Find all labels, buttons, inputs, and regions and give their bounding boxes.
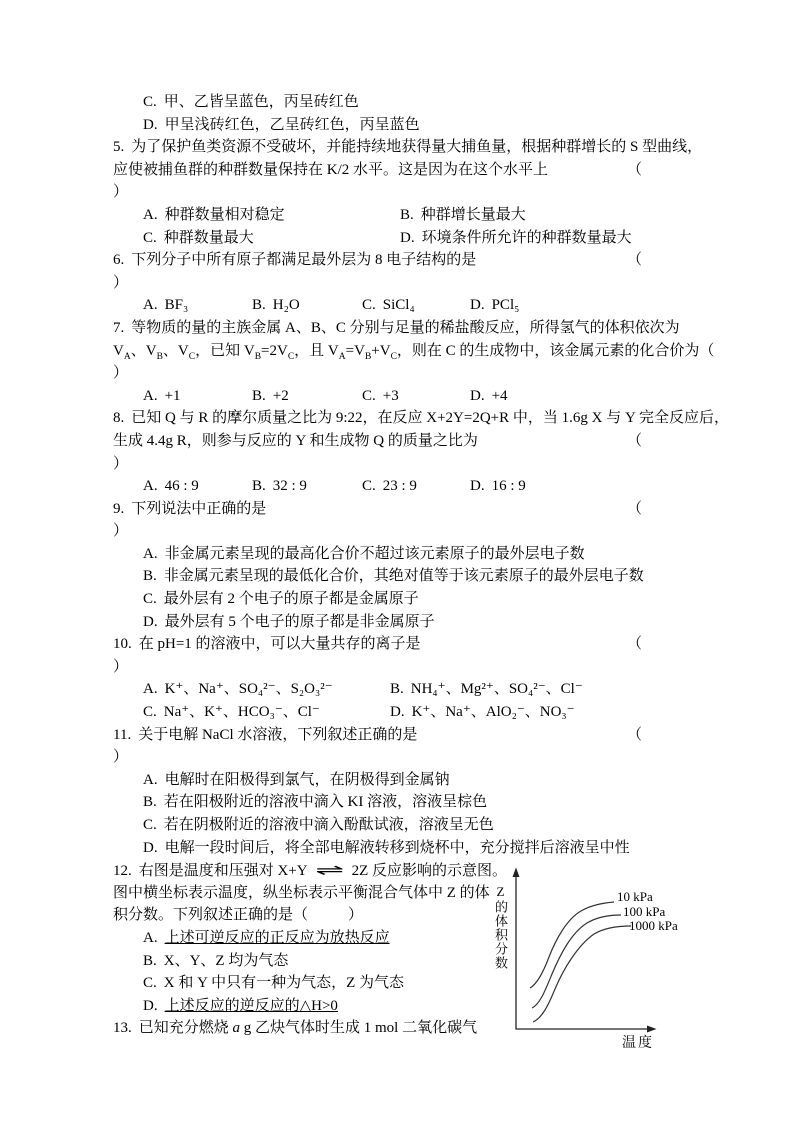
q6-stem: [113, 249, 681, 272]
option-label: C.: [362, 297, 376, 314]
q9-option-b: [113, 565, 681, 588]
q11-paren-close: [113, 746, 681, 769]
q12-option-c: C. X 和 Y 中只有一种为气态，Z 为气态: [143, 975, 405, 992]
option-label: D.: [143, 839, 158, 856]
option-label: D.: [143, 613, 158, 630]
option-label: C.: [362, 387, 376, 404]
q11-option-a: [113, 769, 681, 792]
answer-paren-close: ）: [113, 455, 129, 472]
option-label: B.: [400, 206, 414, 223]
option-d: [390, 701, 575, 724]
question-number: 9.: [113, 500, 125, 517]
option-text: 电解时在阳极得到氯气，在阴极得到金属钠: [164, 771, 450, 788]
option-a: [143, 204, 285, 227]
question-number: 11.: [113, 726, 132, 743]
stem-text: 已知充分燃烧 a g 乙炔气体时生成 1 mol 二氧化碳气: [138, 1020, 478, 1037]
option-a: [143, 294, 188, 317]
axes-and-curves: [490, 866, 720, 1066]
option-label: B.: [252, 387, 266, 404]
stem-text: 在 pH=1 的溶液中，可以大量共存的离子是: [138, 636, 421, 653]
option-text: 23 : 9: [382, 478, 417, 495]
q9-stem: [113, 498, 681, 521]
q5-options-row-2: [113, 227, 681, 250]
option-label: D.: [470, 478, 485, 495]
option-text: BF₃: [164, 297, 189, 314]
option-text: Na⁺、K⁺、HCO₃⁻、Cl⁻: [163, 704, 320, 721]
option-text: 最外层有 2 个电子的原子都是金属原子: [163, 591, 419, 608]
option-b: [252, 385, 289, 408]
q10-stem: [113, 633, 681, 656]
option-label: C.: [143, 94, 157, 110]
y-axis-label: Z的体积分数: [493, 884, 508, 970]
option-label: D.: [143, 116, 158, 133]
option-b: [400, 204, 526, 227]
option-text: 46 : 9: [164, 478, 199, 495]
option-b: [252, 475, 307, 498]
option-label: C.: [143, 229, 157, 246]
option-label: C.: [143, 591, 157, 608]
option-c: [143, 701, 320, 724]
option-label: D.: [470, 297, 485, 314]
stem-text: 下列分子中所有原子都满足最外层为 8 电子结构的是: [131, 252, 477, 269]
option-label: D.: [400, 229, 415, 246]
option-text: 16 : 9: [491, 478, 526, 495]
option-label: A.: [143, 771, 158, 788]
q7-options-row: [113, 385, 681, 408]
answer-paren-open: （: [627, 726, 643, 743]
option-label: B.: [252, 297, 266, 314]
q11-stem: [113, 724, 681, 747]
q4-option-d: [113, 114, 681, 137]
option-b: [390, 678, 583, 701]
q10-options-row-2: [113, 701, 681, 724]
q6-paren-close: [113, 272, 681, 295]
option-text: 甲、乙皆呈蓝色，丙呈砖红色: [163, 94, 359, 110]
stem-text: 图中横坐标表示温度，纵坐标表示平衡混合气体中 Z 的体: [113, 884, 490, 901]
option-label: D.: [390, 704, 405, 721]
q7-stem-2: [113, 340, 715, 363]
q12-option-a: A. 上述可逆反应的正反应为放热反应: [143, 929, 390, 946]
option-label: C.: [143, 817, 157, 833]
q10-options-row-1: [113, 678, 681, 701]
option-text: 种群数量最大: [163, 229, 254, 246]
q9-option-d: [113, 611, 681, 634]
q9-option-a: [113, 543, 681, 566]
q9-option-c: [113, 588, 681, 611]
q8-paren-close: [113, 453, 681, 476]
option-label: A.: [143, 297, 158, 314]
option-text: 非金属元素呈现的最高化合价不超过该元素原子的最外层电子数: [164, 545, 585, 562]
option-text: +2: [272, 387, 289, 404]
option-label: A.: [143, 387, 158, 404]
question-number: 5.: [113, 139, 125, 156]
answer-paren-open: （: [627, 252, 643, 269]
q8-stem-2: [113, 430, 681, 453]
option-text: H₂O: [272, 297, 300, 314]
question-number: 8.: [113, 410, 125, 427]
option-text: SiCl₄: [382, 297, 415, 314]
option-a: [143, 678, 333, 701]
option-text: +1: [164, 387, 181, 404]
curve-label-100kpa: 100 kPa: [623, 904, 666, 919]
option-text: +4: [491, 387, 508, 404]
q11-option-b: [113, 791, 681, 814]
equilibrium-diagram: [490, 866, 720, 1066]
option-c: [143, 227, 254, 250]
option-text: 非金属元素呈现的最低化合价，其绝对值等于该元素原子的最外层电子数: [163, 568, 644, 585]
option-text: 若在阴极附近的溶液中滴入酚酞试液，溶液呈无色: [163, 817, 494, 833]
question-number: 10.: [113, 636, 132, 653]
option-text: +3: [382, 387, 399, 404]
option-text: 种群增长量最大: [420, 206, 526, 223]
option-c: [362, 294, 415, 317]
q5-stem-2: [113, 159, 681, 182]
q7-stem-1: [113, 317, 681, 340]
option-c: [362, 385, 399, 408]
option-a: [143, 385, 181, 408]
curve-label-1000kpa: 1000 kPa: [629, 918, 678, 933]
option-text: NH₄⁺、Mg²⁺、SO₄²⁻、Cl⁻: [410, 681, 583, 698]
stem-text: 已知 Q 与 R 的摩尔质量之比为 9:22，在反应 X+2Y=2Q+R 中，当 1.6g X 与 Y 完全反应后，: [131, 410, 729, 427]
option-label: A.: [143, 681, 158, 698]
q5-stem-1: [113, 136, 703, 159]
q7-paren-close: [113, 362, 681, 385]
option-label: A.: [143, 478, 158, 495]
q11-option-c: [113, 814, 681, 837]
option-a: [143, 475, 199, 498]
q8-stem-1: [113, 407, 729, 430]
stem-text: 积分数。下列叙述正确的是（ ）: [113, 907, 364, 924]
curve-label-10kpa: 10 kPa: [617, 889, 653, 904]
option-b: [252, 294, 300, 317]
option-text: 种群数量相对稳定: [164, 206, 285, 223]
option-text: 甲呈浅砖红色，乙呈砖红色，丙呈蓝色: [164, 116, 420, 133]
answer-paren-close: ）: [113, 184, 129, 201]
stem-text: 应使被捕鱼群的种群数量保持在 K/2 水平。这是因为在这个水平上: [113, 161, 549, 178]
option-label: A.: [143, 206, 158, 223]
option-label: C.: [143, 704, 157, 721]
option-d: [470, 294, 519, 317]
option-d: [470, 475, 526, 498]
option-label: D.: [470, 387, 485, 404]
q5-paren-close: [113, 181, 681, 204]
q9-paren-close: [113, 520, 681, 543]
q6-options-row: [113, 294, 681, 317]
option-label: B.: [143, 568, 157, 585]
q11-option-d: [113, 837, 681, 860]
stem-text: 生成 4.4g R，则参与反应的 Y 和生成物 Q 的质量之比为: [113, 432, 478, 449]
x-axis-label: 温度: [622, 1036, 654, 1051]
question-number: 13.: [113, 1020, 132, 1037]
stem-text: 右图是温度和压强对 X+Y ⇌ 2Z 反应影响的示意图。: [138, 861, 508, 880]
option-text: K⁺、Na⁺、SO₄²⁻、S₂O₃²⁻: [164, 681, 333, 698]
stem-text: 下列说法中正确的是: [131, 500, 267, 517]
stem-text: $V_A$、$V_B$、$V_C$，已知 $V_B=2V_C$，且 $V_A=V_B+V_C$，则在 C 的生成物中，该金属元素的化合价为（: [113, 342, 715, 362]
option-label: B.: [143, 794, 157, 811]
stem-text: 等物质的量的主族金属 A、B、C 分别与足量的稀盐酸反应，所得氢气的体积依次为: [131, 319, 680, 336]
answer-paren-close: ）: [113, 658, 129, 675]
answer-paren-open: （: [627, 636, 643, 653]
option-c: [362, 475, 417, 498]
option-d: [400, 227, 632, 250]
answer-paren-close: ）: [113, 749, 129, 766]
option-text: PCl₅: [491, 297, 520, 314]
question-number: 6.: [113, 252, 125, 269]
q5-options-row-1: [113, 204, 681, 227]
question-number: 7.: [113, 319, 125, 336]
answer-paren-close: ）: [113, 365, 129, 382]
option-text: 若在阳极附近的溶液中滴入 KI 溶液，溶液呈棕色: [163, 794, 488, 811]
answer-paren-open: （: [627, 161, 643, 178]
option-label: C.: [362, 478, 376, 495]
answer-paren-open: （: [627, 432, 643, 449]
q4-option-c: [113, 91, 681, 114]
answer-paren-open: （: [627, 500, 643, 517]
stem-text: 为了保护鱼类资源不受破坏，并能持续地获得量大捕鱼量，根据种群增长的 S 型曲线，: [131, 139, 703, 156]
question-number: 12.: [113, 863, 132, 880]
option-label: B.: [390, 681, 404, 698]
q12-option-b: B. X、Y、Z 均为气态: [143, 952, 289, 969]
option-label: B.: [252, 478, 266, 495]
option-text: 32 : 9: [272, 478, 307, 495]
option-text: 电解一段时间后，将全部电解液转移到烧杯中，充分搅拌后溶液呈中性: [164, 839, 630, 856]
option-text: 环境条件所允许的种群数量最大: [421, 229, 632, 246]
q8-options-row: [113, 475, 681, 498]
option-text: K⁺、Na⁺、AlO₂⁻、NO₃⁻: [411, 704, 575, 721]
q10-paren-close: [113, 656, 681, 679]
answer-paren-close: ）: [113, 274, 129, 291]
option-label: A.: [143, 545, 158, 562]
q12-option-d: D. 上述反应的逆反应的△H>0: [143, 997, 338, 1014]
option-text: 最外层有 5 个电子的原子都是非金属原子: [164, 613, 435, 630]
option-d: [470, 385, 508, 408]
stem-text: 关于电解 NaCl 水溶液，下列叙述正确的是: [138, 726, 418, 743]
answer-paren-close: ）: [113, 523, 129, 540]
